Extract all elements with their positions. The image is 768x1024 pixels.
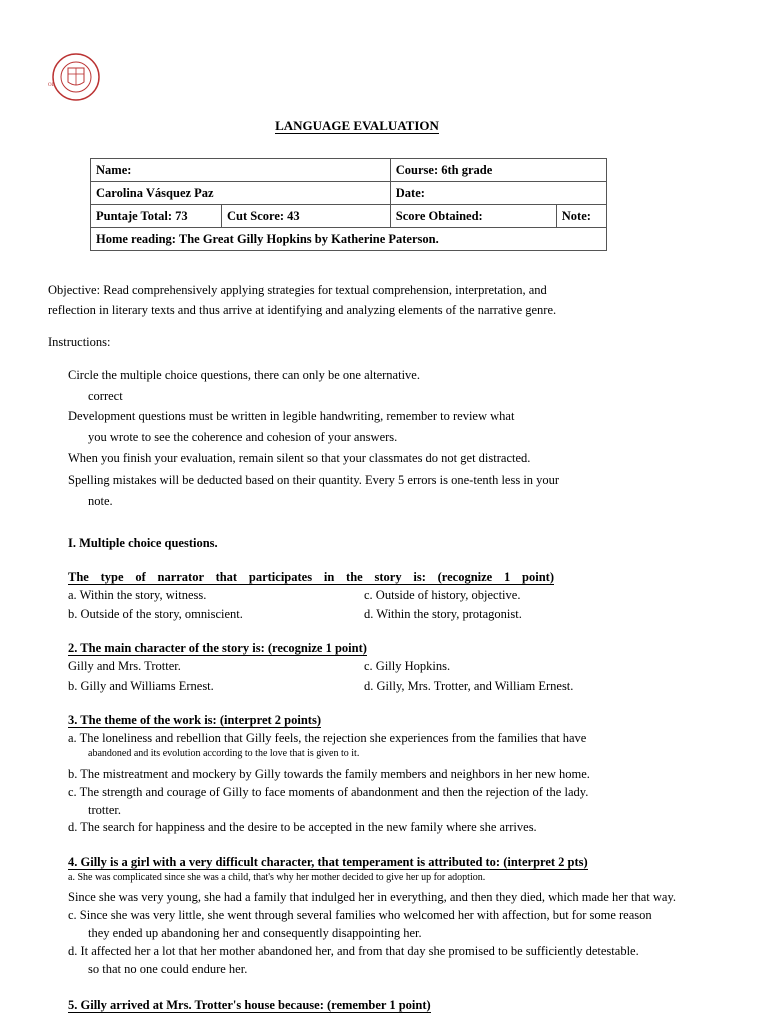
course-cell: Course: 6th grade xyxy=(390,159,606,182)
instruction-2: Development questions must be written in legible handwriting, remember to review what xyxy=(68,409,515,423)
total-score-cell: Puntaje Total: 73 xyxy=(91,205,222,228)
section-heading: I. Multiple choice questions. xyxy=(68,536,218,550)
home-reading-cell: Home reading: The Great Gilly Hopkins by Katherine Paterson. xyxy=(91,228,607,251)
objective-line-1: Objective: Read comprehensively applying strategies for textual comprehension, interpretation, and xyxy=(48,283,547,297)
q1-option-b: b. Outside of the story, omniscient. xyxy=(68,607,243,621)
q3-option-d: d. The search for happiness and the desire to be accepted in the new family where she arrives. xyxy=(68,820,537,834)
instructions-label: Instructions: xyxy=(48,335,111,349)
q4-option-d-cont: so that no one could endure her. xyxy=(88,962,248,976)
q4-option-d: d. It affected her a lot that her mother abandoned her, and from that day she promised to be sufficiently detestable. xyxy=(68,944,639,958)
question-2-stem: 2. The main character of the story is: (recognize 1 point) xyxy=(68,641,367,655)
q1-option-c: c. Outside of history, objective. xyxy=(364,588,521,602)
student-name: Carolina Vásquez Paz xyxy=(91,182,391,205)
q4-option-a: a. She was complicated since she was a child, that's why her mother decided to give her up for adoption. xyxy=(68,872,486,883)
instruction-3: When you finish your evaluation, remain silent so that your classmates do not get distracted. xyxy=(68,451,531,465)
question-1-stem: The type of narrator that participates in the story is: (recognize 1 point) xyxy=(68,570,554,584)
q3-option-c: c. The strength and courage of Gilly to face moments of abandonment and then the rejection of the lady. xyxy=(68,785,589,799)
instruction-1: Circle the multiple choice questions, there can only be one alternative. xyxy=(68,368,420,382)
question-5-stem: 5. Gilly arrived at Mrs. Trotter's house because: (remember 1 point) xyxy=(68,998,431,1012)
date-cell: Date: xyxy=(390,182,606,205)
q1-option-a: a. Within the story, witness. xyxy=(68,588,207,602)
q2-option-b: b. Gilly and Williams Ernest. xyxy=(68,679,214,693)
question-3-stem: 3. The theme of the work is: (interpret 2 points) xyxy=(68,713,321,727)
q3-option-b: b. The mistreatment and mockery by Gilly towards the family members and neighbors in her new home. xyxy=(68,767,590,781)
q2-option-c: c. Gilly Hopkins. xyxy=(364,659,451,673)
instruction-4-cont: note. xyxy=(88,494,113,508)
svg-text:OL: OL xyxy=(48,83,55,88)
score-obtained-cell: Score Obtained: xyxy=(390,205,556,228)
page-title: LANGUAGE EVALUATION xyxy=(275,118,439,133)
student-info-table xyxy=(90,158,607,251)
q2-option-d: d. Gilly, Mrs. Trotter, and William Ernest. xyxy=(364,679,574,693)
instruction-2-cont: you wrote to see the coherence and cohesion of your answers. xyxy=(88,430,398,444)
question-4-stem: 4. Gilly is a girl with a very difficult character, that temperament is attributed to: (interpret 2 pts) xyxy=(68,855,588,869)
q3-option-a: a. The loneliness and rebellion that Gilly feels, the rejection she experiences from the families that have xyxy=(68,731,587,745)
instruction-4: Spelling mistakes will be deducted based on their quantity. Every 5 errors is one-tenth less in your xyxy=(68,473,560,487)
cut-score-cell: Cut Score: 43 xyxy=(222,205,391,228)
q4-option-b: Since she was very young, she had a family that indulged her in everything, and then they died, which made her that way. xyxy=(68,890,677,904)
q3-option-a-cont: abandoned and its evolution according to the love that is given to it. xyxy=(88,748,360,759)
name-label: Name: xyxy=(91,159,391,182)
q1-option-d: d. Within the story, protagonist. xyxy=(364,607,522,621)
q4-option-c-cont: they ended up abandoning her and consequently disappointing her. xyxy=(88,926,422,940)
note-cell: Note: xyxy=(556,205,606,228)
instruction-1-cont: correct xyxy=(88,389,123,403)
q2-option-a: Gilly and Mrs. Trotter. xyxy=(68,659,181,673)
q4-option-c: c. Since she was very little, she went through several families who welcomed her with affection, but for some reason xyxy=(68,908,652,922)
objective-line-2: reflection in literary texts and thus arrive at identifying and analyzing elements of the narrative genre. xyxy=(48,303,557,317)
q3-option-c-cont: trotter. xyxy=(88,803,121,817)
school-seal-logo xyxy=(46,52,108,102)
